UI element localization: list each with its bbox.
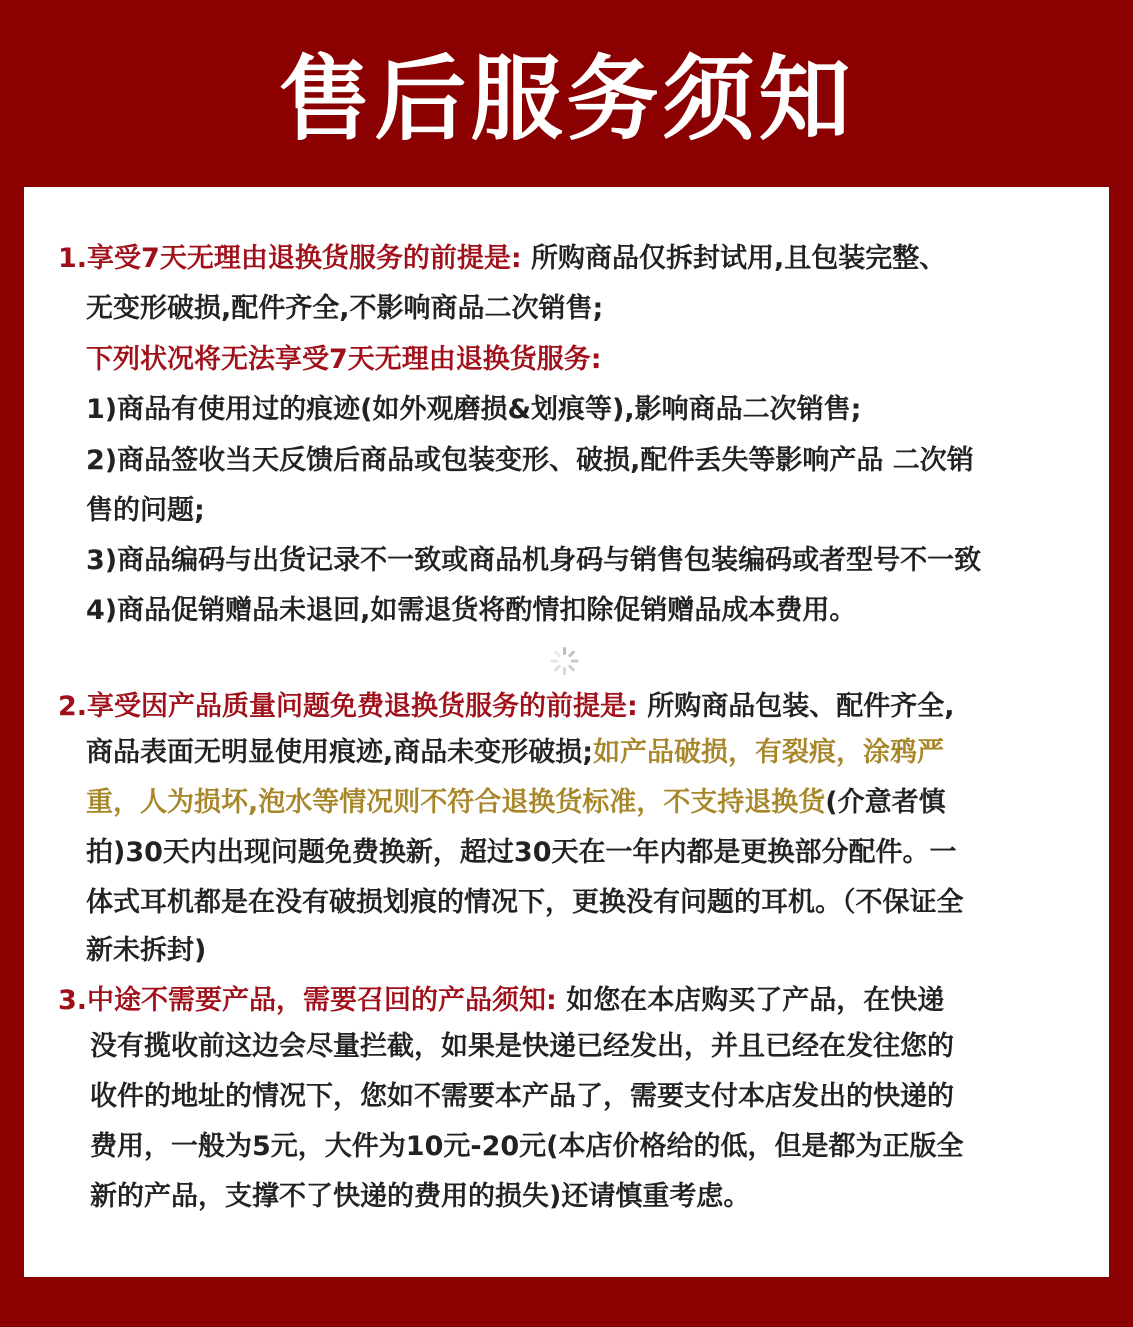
section2-line3-highlight: 重，人为损坏,泡水等情况则不符合退换货标准，不支持退换货 <box>86 787 826 818</box>
section2-line2 <box>86 735 944 771</box>
section2-line1 <box>58 689 955 725</box>
section1-item-3: 3)商品编码与出货记录不一致或商品机身码与销售包装编码或者型号不一致 <box>86 545 982 576</box>
section1-subheading: 下列状况将无法享受7天无理由退换货服务: <box>86 344 602 375</box>
section1-line1 <box>58 241 946 277</box>
section1-item-4: 4)商品促销赠品未退回,如需退货将酌情扣除促销赠品成本费用。 <box>86 595 857 626</box>
section2-line5: 体式耳机都是在没有破损划痕的情况下，更换没有问题的耳机。（不保证全 <box>86 887 964 918</box>
section2-line2-plain: 商品表面无明显使用痕迹,商品未变形破损; <box>86 737 594 768</box>
section1-item-2-cont: 售的问题; <box>86 495 205 526</box>
section3-line4: 费用，一般为5元，大件为10元-20元(本店价格给的低，但是都为正版全 <box>90 1131 964 1162</box>
section2-heading: 2.享受因产品质量问题免费退换货服务的前提是: <box>58 691 638 722</box>
section2-line4: 拍)30天内出现问题免费换新，超过30天在一年内都是更换部分配件。一 <box>86 837 957 868</box>
page-title: 售后服务须知 <box>278 46 855 153</box>
section3-text1: 如您在本店购买了产品，在快递 <box>556 985 945 1016</box>
section1-item-2: 2)商品签收当天反馈后商品或包装变形、破损,配件丢失等影响产品 二次销 <box>86 445 974 476</box>
section1-heading: 1.享受7天无理由退换货服务的前提是: <box>58 243 522 274</box>
section1-item-1: 1)商品有使用过的痕迹(如外观磨损&划痕等),影响商品二次销售; <box>86 394 862 425</box>
section1-text1: 所购商品仅拆封试用,且包装完整、 <box>521 243 947 274</box>
section2-text1: 所购商品包装、配件齐全, <box>637 691 955 722</box>
section3-line3: 收件的地址的情况下，您如不需要本产品了，需要支付本店发出的快递的 <box>90 1081 954 1112</box>
section2-line6: 新未拆封) <box>86 935 207 966</box>
section3-line5: 新的产品，支撑不了快递的费用的损失)还请慎重考虑。 <box>90 1181 751 1212</box>
section2-line3 <box>86 785 946 821</box>
section3-heading: 3.中途不需要产品，需要召回的产品须知: <box>58 985 557 1016</box>
section3-line2: 没有揽收前这边会尽量拦截，如果是快递已经发出，并且已经在发往您的 <box>90 1031 954 1062</box>
notice-panel <box>24 187 1109 1277</box>
section3-line1 <box>58 983 944 1019</box>
section2-line3-plain: (介意者慎 <box>825 787 946 818</box>
section2-line2-highlight: 如产品破损，有裂痕，涂鸦严 <box>593 737 945 768</box>
section1-line2: 无变形破损,配件齐全,不影响商品二次销售; <box>86 293 604 324</box>
loading-spinner-icon <box>551 647 579 675</box>
